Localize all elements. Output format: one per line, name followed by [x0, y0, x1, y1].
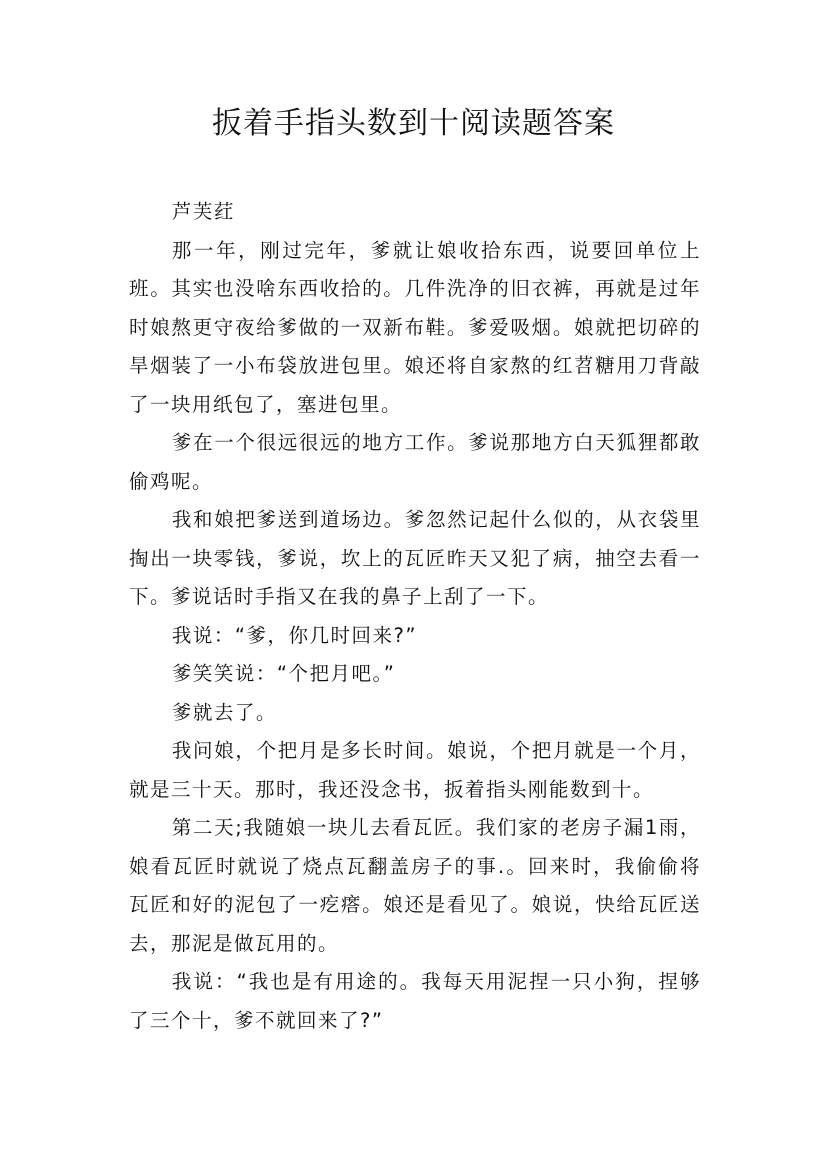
body-paragraph: 我说：“爹，你几时回来?” [171, 623, 417, 647]
author-line: 芦芙荭 [171, 200, 235, 223]
body-paragraph: 爹就去了。 [171, 700, 277, 724]
document-title: 扳着手指头数到十阅读题答案 [212, 106, 615, 141]
document-body [129, 193, 701, 1040]
body-paragraph: 爹笑笑说：“个把月吧。” [171, 662, 396, 685]
body-paragraph: 我问娘，个把月是多长时间。娘说，个把月就是一个月，就是三十天。那时，我还没念书，扳着指头刚能数到十。 [129, 739, 701, 801]
body-paragraph: 爹在一个很远很远的地方工作。爹说那地方白天狐狸都敢偷鸡呢。 [129, 431, 701, 493]
body-paragraph: 我和娘把爹送到道场边。爹忽然记起什么似的，从衣袋里掏出一块零钱，爹说，坎上的瓦匠昨天又犯了病，抽空去看一下。爹说话时手指又在我的鼻子上刮了一下。 [129, 508, 701, 608]
body-paragraph: 那一年，刚过完年，爹就让娘收拾东西，说要回单位上班。其实也没啥东西收拾的。几件洗净的旧衣裤，再就是过年时娘熬更守夜给爹做的一双新布鞋。爹爱吸烟。娘就把切碎的旱烟装了一小布袋放进包里。娘还将自家熬的红苕糖用刀背敲了一块用纸包了，塞进包里。 [129, 238, 701, 416]
body-paragraph: 第二天;我随娘一块儿去看瓦匠。我们家的老房子漏1雨，娘看瓦匠时就说了烧点瓦翻盖房子的事.。回来时，我偷偷将瓦匠和好的泥包了一疙瘩。娘还是看见了。娘说，快给瓦匠送去，那泥是做瓦用的。 [129, 816, 701, 955]
body-paragraph: 我说：“我也是有用途的。我每天用泥捏一只小狗，捏够了三个十，爹不就回来了?” [129, 970, 701, 1032]
